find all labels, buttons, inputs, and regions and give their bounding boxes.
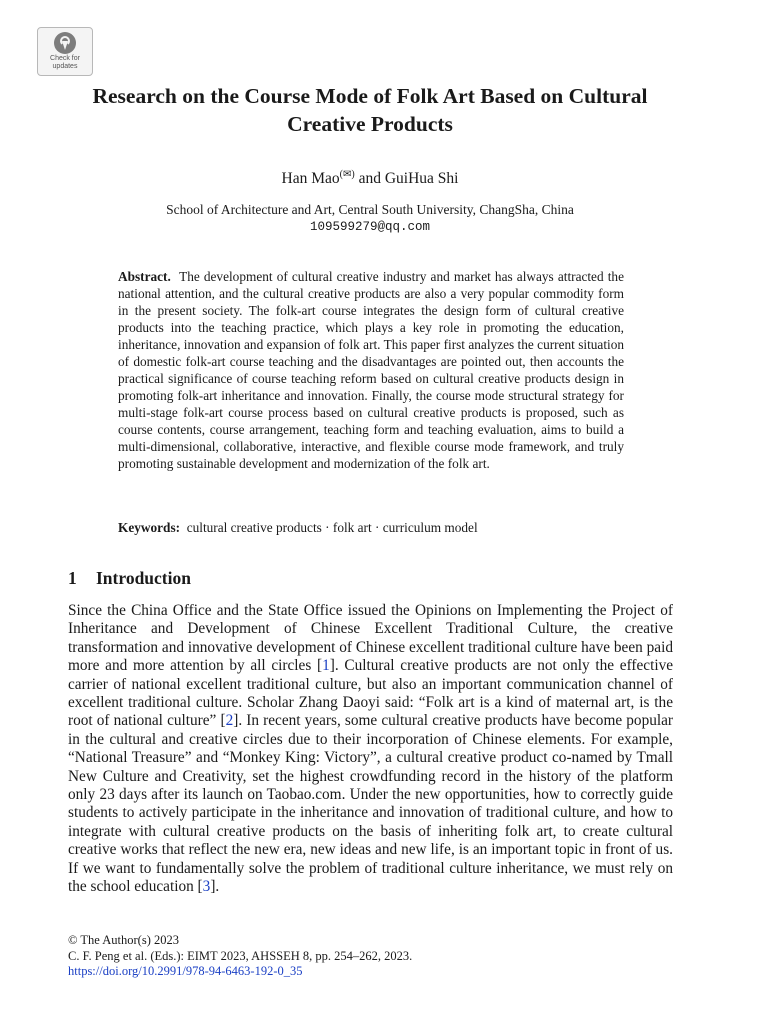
abstract-label: Abstract. <box>118 269 171 284</box>
keywords-label: Keywords: <box>118 520 181 535</box>
keywords <box>118 520 638 536</box>
paper-title: Research on the Course Mode of Folk Art Based on Cultural Creative Products <box>92 84 648 136</box>
section-title: Introduction <box>96 568 191 588</box>
corresponding-mail-icon[interactable]: (✉) <box>339 169 355 180</box>
copyright-line: © The Author(s) 2023 <box>68 933 179 947</box>
abstract <box>118 268 624 472</box>
abstract-text: The development of cultural creative industry and market has always attracted the national attention, and the cultural creative products are also a very popular commodity form in the present society. The folk-art course integrates the design form of cultural creative products into the teaching practice, which plays a key role in promoting the education, inheritance, innovation and expansion of folk art. This paper first analyzes the current situation of domestic folk-art course teaching and the disadvantages are pointed out, then accounts the practical significance of course teaching reform based on cultural creative products design in promoting folk-art inheritance and innovation. Finally, the course mode structural strategy for multi-stage folk-art course process based on cultural creative products is proposed, such as course contents, course arrangement, teaching form and teaching evaluation, aims to build a multi-dimensional, collaborative, interactive, and flexible course mode framework, and truly promoting sustainable development and modernization of the folk art. <box>118 269 624 471</box>
section-number: 1 <box>68 568 77 588</box>
citation-link-2[interactable]: 2 <box>225 712 234 730</box>
introduction-paragraph <box>68 602 673 897</box>
footer <box>68 933 412 980</box>
body-text-3: ]. In recent years, some cultural creative products have become popular in the cultural and creative circles due to their incorporation of Chinese elements. For example, “National Treasure” and “Monkey King: Victory”, a cultural creative product co-named by Tmall New Culture and Creativity, set the highest crowdfunding record in the history of the platform only 23 days after its launch on Taobao.com. Under the new opportunities, how to correctly guide students to actively participate in the inheritance and innovation of traditional culture, and how to integrate with cultural creative products on the basis of inheriting folk art, to create cultural creative works that reflect the new era, new ideas and new life, is an important topic in front of us. If we want to fundamentally solve the problem of traditional culture inheritance, we must rely on the school education [ <box>68 712 674 896</box>
affiliation: School of Architecture and Art, Central South University, ChangSha, China <box>166 202 574 217</box>
author-email[interactable]: 109599279@qq.com <box>309 220 431 234</box>
body-text-4: ]. <box>210 878 220 896</box>
doi-link[interactable]: https://doi.org/10.2991/978-94-6463-192-0_35 <box>68 964 303 979</box>
authors <box>0 169 740 188</box>
body-text-1: Since the China Office and the State Office issued the Opinions on Implementing the Project of Inheritance and Development of Chinese Excellent Traditional Culture, the creative transformation and innovative development of Chinese excellent traditional culture have been paid more and more attention by all circles [ <box>68 602 673 675</box>
body-text-2: ]. Cultural creative products are not only the effective carrier of national excellent traditional culture, but also an important communication channel of excellent traditional culture. Scholar Zhang Daoyi said: “Folk art is a kind of maternal art, is the root of national culture” [ <box>68 657 674 730</box>
badge-line-1: Check for <box>50 55 80 62</box>
check-for-updates-badge[interactable] <box>37 27 93 76</box>
citation-link-3[interactable]: 3 <box>202 878 211 896</box>
citation-line: C. F. Peng et al. (Eds.): EIMT 2023, AHSSEH 8, pp. 254–262, 2023. <box>68 948 413 963</box>
author-rest: and GuiHua Shi <box>354 170 459 188</box>
author-first: Han Mao <box>281 170 340 188</box>
keywords-text: cultural creative products · folk art · curriculum model <box>186 520 478 535</box>
section-heading <box>68 568 191 589</box>
badge-line-2: updates <box>52 63 78 70</box>
check-for-updates-icon <box>54 32 76 54</box>
citation-link-1[interactable]: 1 <box>322 657 330 675</box>
